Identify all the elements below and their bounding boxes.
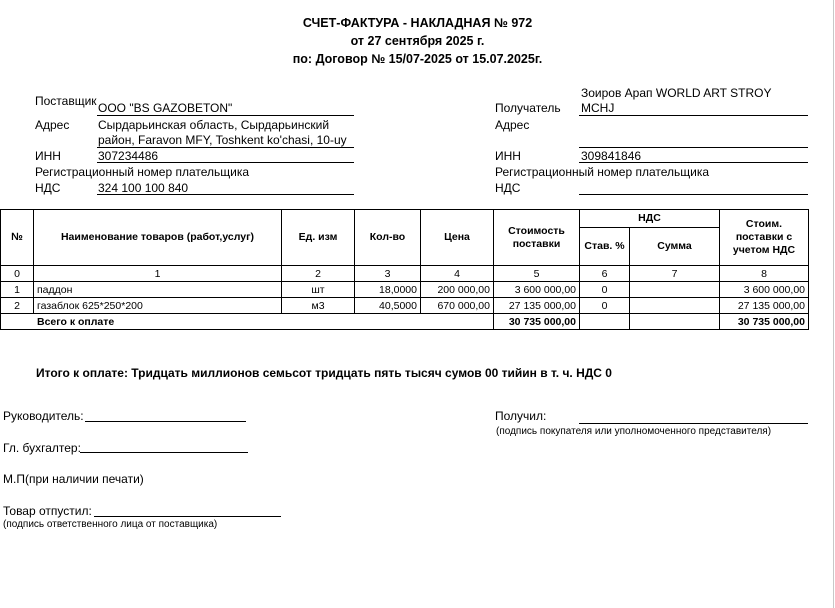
received-signature-line[interactable]: [579, 423, 808, 424]
invoice-date: от 27 сентября 2025 г.: [350, 34, 485, 48]
row-no: 1: [1, 282, 34, 298]
col-header-cost: Стоимость поставки: [494, 210, 580, 266]
supplier-name-underline: [97, 115, 354, 116]
row-qty: 18,0000: [355, 282, 421, 298]
recipient-address-label: Адрес: [495, 118, 530, 132]
supplier-address-underline: [97, 147, 354, 148]
stamp-label: М.П(при наличии печати): [3, 472, 144, 486]
total-row: [1, 314, 809, 330]
goods-table: [0, 209, 809, 330]
col-header-vat-rate: Став. %: [580, 228, 630, 266]
row-name: газаблок 625*250*200: [34, 298, 282, 314]
row-vat-rate: 0: [580, 298, 630, 314]
row-name: паддон: [34, 282, 282, 298]
supplier-reg-label: Регистрационный номер плательщика: [35, 165, 250, 179]
row-qty: 40,5000: [355, 298, 421, 314]
received-note: (подпись покупателя или уполномоченного представителя): [496, 426, 772, 437]
index-cell: 4: [421, 266, 494, 282]
col-header-name: Наименование товаров (работ,услуг): [34, 210, 282, 266]
supplier-address-line1: Сырдарьинская область, Сырдарьинский: [98, 118, 330, 132]
index-cell: 8: [720, 266, 809, 282]
table-row: [1, 298, 809, 314]
col-header-price: Цена: [421, 210, 494, 266]
received-label: Получил:: [495, 409, 547, 423]
supplier-name: ООО "BS GAZOBETON": [98, 101, 233, 115]
recipient-name-underline: [579, 115, 808, 116]
total-label: Всего к оплате: [1, 314, 494, 330]
accountant-label: Гл. бухгалтер:: [3, 441, 81, 455]
index-cell: 3: [355, 266, 421, 282]
recipient-inn: 309841846: [581, 149, 642, 163]
index-cell: 2: [282, 266, 355, 282]
recipient-inn-label: ИНН: [495, 149, 521, 163]
accountant-signature-line[interactable]: [80, 452, 248, 453]
column-index-row: [1, 266, 809, 282]
row-vat-sum: [630, 298, 720, 314]
row-total: 27 135 000,00: [720, 298, 809, 314]
col-header-no: №: [1, 210, 34, 266]
index-cell: 5: [494, 266, 580, 282]
invoice-title: СЧЕТ-ФАКТУРА - НАКЛАДНАЯ № 972: [302, 16, 533, 30]
supplier-inn-underline: [97, 162, 354, 163]
index-cell: 6: [580, 266, 630, 282]
col-header-vat: НДС: [580, 210, 720, 228]
col-header-unit: Ед. изм: [282, 210, 355, 266]
row-no: 2: [1, 298, 34, 314]
index-cell: 1: [34, 266, 282, 282]
supplier-label: Поставщик: [35, 94, 97, 108]
supplier-nds-label: НДС: [35, 181, 61, 195]
row-unit: шт: [282, 282, 355, 298]
page-edge: [833, 0, 834, 608]
recipient-inn-underline: [579, 162, 808, 163]
supplier-inn: 307234486: [98, 149, 159, 163]
table-row: [1, 282, 809, 298]
row-cost: 27 135 000,00: [494, 298, 580, 314]
released-note: (подпись ответственного лица от поставщика): [3, 519, 218, 530]
total-cost: 30 735 000,00: [494, 314, 580, 330]
invoice-contract: по: Договор № 15/07-2025 от 15.07.2025г.: [292, 52, 543, 66]
supplier-nds-underline: [97, 194, 354, 195]
total-vat-sum: [630, 314, 720, 330]
recipient-address-underline: [579, 147, 808, 148]
recipient-reg-label: Регистрационный номер плательщика: [495, 165, 710, 179]
row-vat-rate: 0: [580, 282, 630, 298]
col-header-vat-sum: Сумма: [630, 228, 720, 266]
total-with-vat: 30 735 000,00: [720, 314, 809, 330]
row-price: 200 000,00: [421, 282, 494, 298]
released-signature-line[interactable]: [94, 516, 281, 517]
total-in-words: Итого к оплате: Тридцать миллионов семьсот тридцать пять тысяч сумов 00 тийин в т. ч. НДС 0: [36, 366, 612, 380]
row-total: 3 600 000,00: [720, 282, 809, 298]
recipient-name-line1: Зоиров Арап WORLD ART STROY: [581, 86, 772, 100]
recipient-name-line2: MCHJ: [581, 101, 615, 115]
index-cell: 7: [630, 266, 720, 282]
col-header-qty: Кол-во: [355, 210, 421, 266]
recipient-nds-underline: [579, 194, 808, 195]
total-vat-rate: [580, 314, 630, 330]
recipient-label: Получатель: [495, 101, 561, 115]
director-signature-line[interactable]: [85, 421, 246, 422]
supplier-address-line2: район, Faravon MFY, Toshkent ko'chasi, 10-uy: [98, 133, 347, 147]
row-vat-sum: [630, 282, 720, 298]
director-label: Руководитель:: [3, 409, 84, 423]
row-cost: 3 600 000,00: [494, 282, 580, 298]
supplier-inn-label: ИНН: [35, 149, 61, 163]
index-cell: 0: [1, 266, 34, 282]
col-header-total-with-vat: Стоим. поставки с учетом НДС: [720, 210, 809, 266]
supplier-nds-number: 324 100 100 840: [98, 181, 189, 195]
row-unit: м3: [282, 298, 355, 314]
released-label: Товар отпустил:: [3, 504, 92, 518]
recipient-nds-label: НДС: [495, 181, 521, 195]
row-price: 670 000,00: [421, 298, 494, 314]
supplier-address-label: Адрес: [35, 118, 70, 132]
